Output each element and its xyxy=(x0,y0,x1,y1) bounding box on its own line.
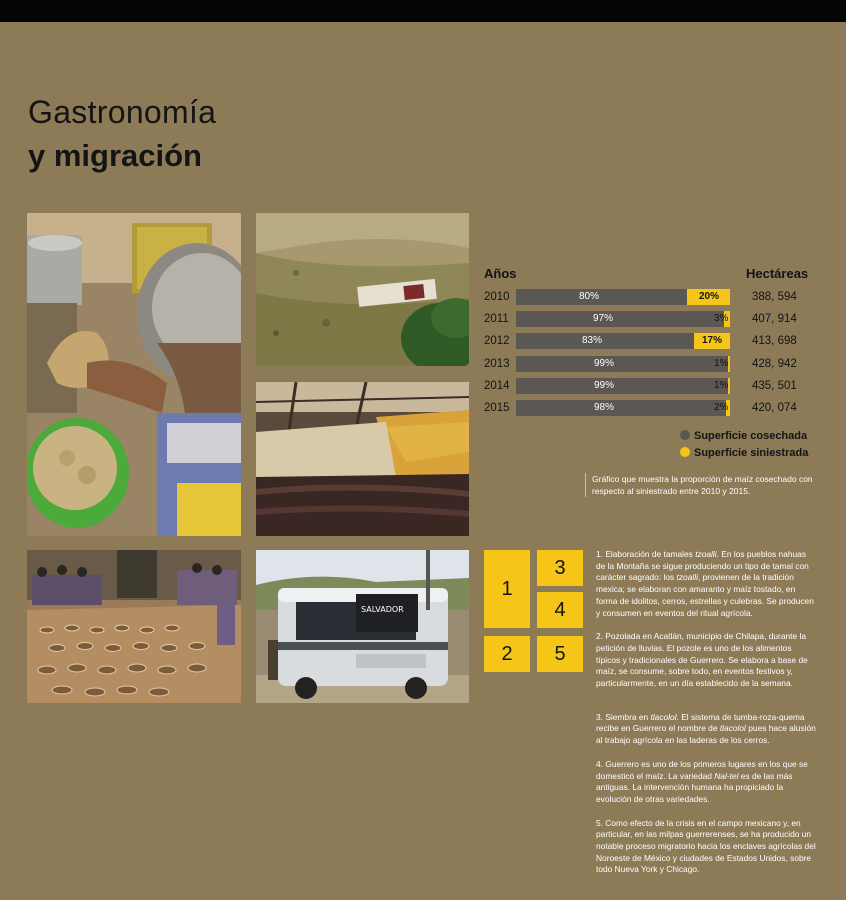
chart-row xyxy=(484,356,814,372)
chart-row xyxy=(484,311,814,327)
note-italic: tlacolol xyxy=(650,711,677,722)
harvested-percent-label: 99% xyxy=(594,358,615,369)
bar-track xyxy=(516,333,730,349)
year-label: 2012 xyxy=(484,335,510,347)
hectares-value: 413, 698 xyxy=(752,335,797,347)
year-label: 2011 xyxy=(484,313,509,325)
lost-percent-label: 1% xyxy=(714,358,729,369)
lost-percent-label: 20% xyxy=(699,291,720,302)
bar-track xyxy=(516,400,730,416)
harvested-bar xyxy=(516,356,728,372)
page-title-line2: y migración xyxy=(28,138,202,173)
bar-track xyxy=(516,289,730,305)
chart-caption: Gráfico que muestra la proporción de maíz cosechado con respecto al siniestrado entre 2010 y 2015. xyxy=(585,473,822,497)
legend-harvested xyxy=(680,429,807,443)
lost-percent-label: 2% xyxy=(714,402,729,413)
photo-key-1: 1 xyxy=(484,550,530,628)
chart-row xyxy=(484,289,814,305)
photo-notes xyxy=(596,549,816,876)
hectares-value: 420, 074 xyxy=(752,402,797,414)
bar-track xyxy=(516,356,730,372)
note-2: 2. Pozolada en Acatlán, municipio de Chilapa, durante la petición de lluvias. El pozole es uno de los alimentos típicos y tradicionales de Guerrero. Se elabora a base de maíz, se consume, sobre todo, en eventos festivos y, particularmente, en un día establecido de la semana. xyxy=(596,631,808,689)
note-text: , provienen de la tradición mexica; se elaboran con amaranto y maíz tostado, en forma de idolitos, cerros, estrellas y culebras. Se producen y consumen en eventos del ritual agrícola. xyxy=(596,572,814,618)
photo-corn-drying xyxy=(256,382,469,536)
hectares-value: 435, 501 xyxy=(752,380,797,392)
chart-hectares-header: Hectáreas xyxy=(746,266,809,281)
note-number: 3. xyxy=(596,711,603,722)
harvested-bar xyxy=(516,378,728,394)
note-4 xyxy=(596,759,816,806)
note-text: pues hace alusión al trabajo agrícola en las laderas de los cerros. xyxy=(596,723,816,746)
bus-sign-text: SALVADOR xyxy=(361,605,404,614)
note-text: es de las más antiguas. La intervención humana ha propiciado la evolución de otras variedades. xyxy=(596,770,793,804)
year-label: 2015 xyxy=(484,402,510,414)
legend-lost xyxy=(680,446,808,460)
photo-tlacolol-field xyxy=(256,213,469,366)
legend-harvested-dot xyxy=(680,430,690,440)
lost-percent-label: 17% xyxy=(702,335,723,346)
hectares-value: 428, 942 xyxy=(752,358,797,370)
harvested-percent-label: 97% xyxy=(593,313,614,324)
harvested-percent-label: 98% xyxy=(594,402,615,413)
note-italic: Nal-tel xyxy=(714,770,739,781)
lost-percent-label: 1% xyxy=(714,380,729,391)
photo-key-4: 4 xyxy=(537,592,583,628)
bar-track xyxy=(516,311,730,327)
year-label: 2010 xyxy=(484,291,510,303)
chart-row xyxy=(484,333,814,349)
note-italic: tzoalli xyxy=(695,549,717,559)
page-title-line1: Gastronomía xyxy=(28,94,217,130)
harvested-bar xyxy=(516,333,694,349)
chart-row xyxy=(484,378,814,394)
photo-key-2: 2 xyxy=(484,636,530,672)
hectares-value: 388, 594 xyxy=(752,291,797,303)
legend-lost-dot xyxy=(680,447,690,457)
harvested-percent-label: 83% xyxy=(582,335,603,346)
bar-track xyxy=(516,378,730,394)
note-text: . En los pueblos nahuas de la Montaña se sigue produciendo un tipo de tamal con carácter sagrado: los xyxy=(596,549,809,583)
year-label: 2014 xyxy=(484,380,510,392)
harvested-bar xyxy=(516,400,729,416)
top-black-band xyxy=(0,0,846,22)
photo-pozole-plates xyxy=(27,550,241,703)
note-number: 4. xyxy=(596,758,603,769)
note-3 xyxy=(596,712,816,747)
note-text: Elaboración de tamales xyxy=(603,549,696,559)
harvested-bar xyxy=(516,311,724,327)
note-1 xyxy=(596,549,816,619)
harvested-percent-label: 99% xyxy=(594,380,615,391)
chart-row xyxy=(484,400,814,416)
photo-migrant-bus xyxy=(256,550,469,703)
note-5: 5. Como efecto de la crisis en el campo mexicano y, en particular, en las milpas guerrerenses, se ha producido un notable proceso migratorio hacia los enclaves agrícolas del Noroeste de México y ciudades de Estados Unidos, sobre todo Nueva York y Chicago. xyxy=(596,817,816,875)
lost-percent-label: 3% xyxy=(714,313,729,324)
harvested-bar xyxy=(516,289,687,305)
year-label: 2013 xyxy=(484,358,510,370)
harvested-percent-label: 80% xyxy=(579,291,600,302)
legend-harvested-label: Superficie cosechada xyxy=(694,430,808,442)
note-text: . El sistema de tumba-roza-quema recibe en Guerrero el nombre de xyxy=(596,711,805,734)
photo-woman-tamales xyxy=(27,213,241,536)
legend-lost-label: Superficie siniestrada xyxy=(694,447,809,459)
note-text: Guerrero es uno de los primeros lugares en los que se domesticó el maíz. La variedad xyxy=(596,758,808,781)
hectares-value: 407, 914 xyxy=(752,313,797,325)
chart-years-header: Años xyxy=(484,266,517,281)
note-text: Siembra en xyxy=(603,711,651,722)
note-italic: tzoalli xyxy=(676,572,698,583)
note-number: 1. xyxy=(596,549,603,559)
photo-key-3: 3 xyxy=(537,550,583,586)
note-italic: tlacolol xyxy=(719,723,746,734)
photo-key-5: 5 xyxy=(537,636,583,672)
